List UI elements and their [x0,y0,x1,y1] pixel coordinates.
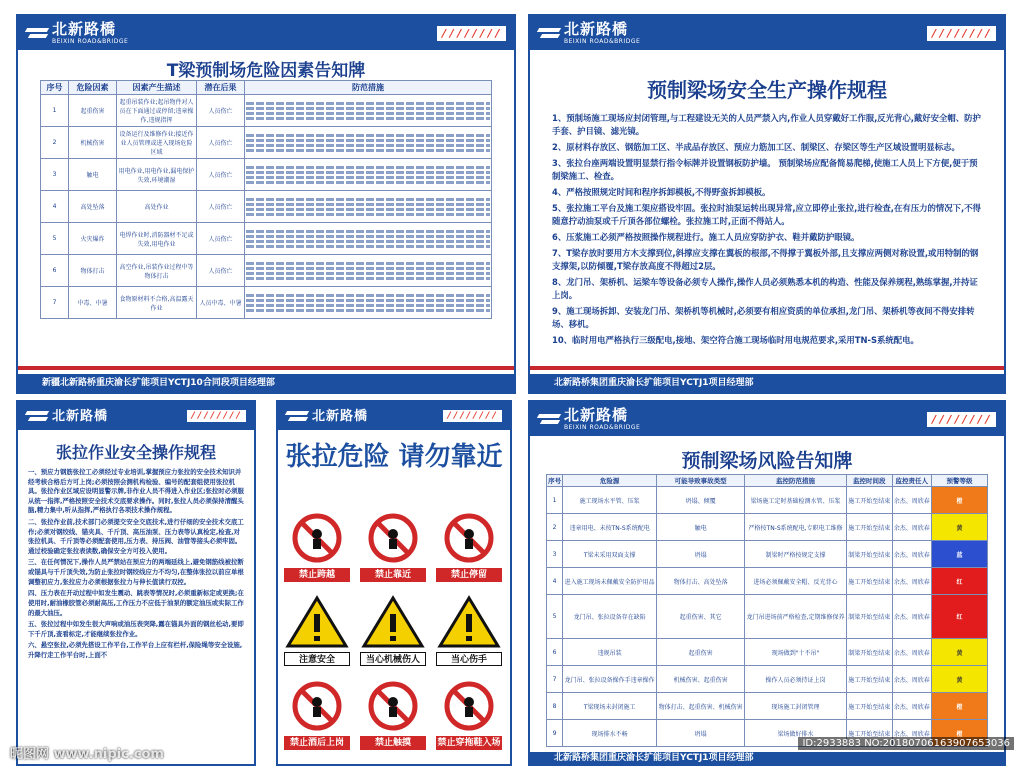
table-row [41,191,492,223]
rule-paragraph: 7、T梁存放时要用方木支撑到位,斜撑应支撑在翼板的根部,不得撑于翼板外部,且支撑应两侧对称设置,或用特制的钢支撑架,以防倾覆,T梁存放高度不得超过2层。 [552,248,979,272]
measures-cell [245,287,492,319]
table-cell-result: 人员伤亡 [197,127,245,159]
table-cell-factor: 起重伤害 [69,95,117,127]
prohibition-icon [432,510,506,566]
rule-paragraph: 9、施工现场拆卸、安装龙门吊、架桥机等机械时,必须要有相应资质的单位承担,龙门吊、架桥机等夜间不得安排转场、移机。 [552,306,975,330]
logo-icon [286,409,308,423]
measure-line [246,166,490,169]
risk-factor-table [40,80,492,319]
board-risk-notice-t-beam [16,14,516,394]
table-cell-src: 龙门吊、张拉设备存在缺陷 [563,595,657,639]
brand-logo [286,409,368,423]
table-row [41,255,492,287]
table-cell-person: 余杰、周欣春 [892,568,931,595]
table-cell-factor: 触电 [69,159,117,191]
warning-icon [356,594,430,650]
table-cell-factor: 高处坠落 [69,191,117,223]
table-cell-no: 7 [41,287,69,319]
measure-line [246,107,490,110]
table-row [41,287,492,319]
brand-name: 北新路橋 [312,408,369,424]
col-header: 可能导致事故类型 [657,475,745,487]
table-cell-desc: 用电作业,用电作业,漏电保护失效,环境潮湿 [117,159,197,191]
board-header [278,402,510,430]
safety-sign [356,594,430,666]
board-title: T梁预制场危险因素告知牌 [166,61,366,81]
rule-paragraph: 10、临时用电严格执行三级配电,接地、架空符合施工现场临时用电规范要求,采用TN-S系统配电。 [552,335,919,346]
table-cell-time: 施工开始至结束 [847,514,892,541]
table-cell-type: 物体打击、起重伤害、机械伤害 [657,693,745,720]
table-cell-no: 3 [41,159,69,191]
table-cell-measure: 梁场施工定时基础检测水管、压浆 [745,487,847,514]
board-warning-signs [276,400,512,766]
table-cell-person: 余杰、周欣春 [892,541,931,568]
table-cell-type: 物体打击、高处坠落 [657,568,745,595]
logo-icon [26,26,48,40]
warning-level-cell: 黄 [932,666,988,693]
rule-paragraph: 一、预应力钢筋张拉工必须经过专业培训,掌握预应力张拉的安全技术知识并经考核合格后方可上岗;必须按照会测机构检验、编号的配套组使用张拉机具。张拉作业区域应设明显警示牌,非作业人员不得进入作业区;张拉时必须服从统一指挥,严格按照安全技术交底要求操作。同时,张拉人员必须保持清醒头脑,精力集中,听从指挥,严格执行各项技术操作规程。 [28,468,244,515]
rule-paragraph: 1、预制场施工现场应封闭管理,与工程建设无关的人员严禁入内,作业人员穿戴好工作服,反光背心,戴好安全帽、防护手套、护目镜、滤光镜。 [552,113,981,137]
prohibition-icon [432,678,506,734]
safety-sign [280,594,354,666]
warning-level-cell: 蓝 [932,541,988,568]
warning-level-cell: 橙 [932,693,988,720]
measure-line [246,240,490,243]
table-row [41,95,492,127]
table-cell-type: 起重伤害、其它 [657,595,745,639]
footer-divider [18,366,514,370]
table-cell-src: 进入施工现场未佩戴安全防护用品 [563,568,657,595]
table-cell-desc: 食物原材料不合格,高温露天作业 [117,287,197,319]
table-cell-type: 坍塌 [657,720,745,747]
table-cell-person: 余杰、周欣春 [892,487,931,514]
measure-line [246,213,490,216]
table-cell-no: 1 [41,95,69,127]
table-cell-person: 余杰、周欣春 [892,595,931,639]
table-cell-measure: 进场必须佩戴安全帽、反光背心 [745,568,847,595]
table-row [547,595,988,639]
brand-name: 北新路橋 [564,405,629,424]
table-cell-type: 坍塌 [657,541,745,568]
table-cell-type: 机械伤害、起重伤害 [657,666,745,693]
tensioning-rules-body [28,468,246,663]
table-row [547,487,988,514]
table-cell-no: 3 [547,541,563,568]
board-risk-notice-yard [528,400,1006,766]
brand-stripe-icon: //////// [443,410,502,422]
brand-logo [538,19,641,45]
table-cell-result: 人员伤亡 [197,223,245,255]
measure-line [246,267,490,270]
table-row [547,514,988,541]
watermark-site: 昵图网 www.nipic.com [10,747,164,762]
safety-sign [432,510,506,582]
prohibition-icon [280,678,354,734]
brand-name: 北新路橋 [52,19,117,38]
table-row [41,127,492,159]
measure-line [246,272,490,275]
measure-line [246,294,490,297]
board-header [18,16,514,50]
table-row [547,693,988,720]
table-cell-person: 余杰、周欣春 [892,666,931,693]
measure-line [246,230,490,233]
table-cell-no: 4 [41,191,69,223]
table-cell-result: 人员伤亡 [197,159,245,191]
brand-name: 北新路橋 [52,408,109,424]
table-cell-factor: 火灾爆炸 [69,223,117,255]
safety-sign [432,594,506,666]
rule-paragraph: 5、张拉施工平台及施工架应搭设牢固。张拉时油泵运转出现异常,应立即停止张拉,进行检查,在有压力的情况下,不得随意拧动油泵或千斤顶各部位螺栓。张拉施工时,正面不得站人。 [552,203,981,227]
measure-line [246,139,490,142]
brand-stripe-icon: //////// [927,412,996,427]
rule-paragraph: 五、张拉过程中如发生很大声响或油压表突降,露在锚具外面的钢丝松动,要即下千斤顶,查看标定,才能继续张拉作业。 [28,620,244,638]
sign-label: 禁止酒后上岗 [284,736,350,750]
table-cell-time: 制梁开始至结束 [847,541,892,568]
warning-level-cell: 黄 [932,639,988,666]
rule-paragraph: 二、张拉作业前,技术部门必须提交安全交底技术,进行仔细的安全技术交底工作;必须对钢绞线、锚夹具、千斤顶、高压油泵、压力表等认真检定,检查,对张拉机具、千斤顶等必须配套使用,压力表、持压阀、油管等接头必须牢固。通过校验确定张拉表读数,确保安全方可投入使用。 [28,518,244,555]
table-cell-type: 触电 [657,514,745,541]
safety-sign [356,678,430,750]
measure-line [246,208,490,211]
table-cell-no: 7 [547,666,563,693]
measure-line [246,117,490,120]
table-cell-measure: 现场施工封闭管理 [745,693,847,720]
table-cell-factor: 物体打击 [69,255,117,287]
table-cell-time: 施工开始至结束 [847,487,892,514]
table-cell-time: 施工开始至结束 [847,568,892,595]
safety-sign [280,678,354,750]
rule-paragraph: 四、压力表在开动过程中如发生震动、跳表等情况时,必须重新标定或更换;在使用时,耐油橡胶管必须耐高压,工作压力不应低于油泵的额定油压或实际工作的最大油压。 [28,589,244,617]
table-cell-src: T梁现场未封闭施工 [563,693,657,720]
rules-body [552,112,982,350]
table-cell-no: 5 [547,595,563,639]
brand-name-en: BEIXIN ROAD&BRIDGE [564,423,641,431]
table-cell-person: 余杰、周欣春 [892,639,931,666]
table-cell-src: 违章用电、未按TN-S系统配电 [563,514,657,541]
col-header: 因素产生描述 [117,81,197,95]
footer-divider [530,366,1004,370]
table-cell-src: 龙门吊、张拉设备操作手违章操作 [563,666,657,693]
col-header: 监控责任人 [892,475,931,487]
measure-line [246,112,490,115]
measure-line [246,262,490,265]
measure-line [246,102,490,105]
measure-line [246,277,490,280]
table-cell-measure: 制梁时严格按规定支撑 [745,541,847,568]
table-cell-no: 6 [41,255,69,287]
col-header: 危险因素 [69,81,117,95]
table-cell-desc: 电焊作业时,消防器材不足或失效,用电作业 [117,223,197,255]
table-header-row [547,475,988,487]
table-cell-desc: 高处作业 [117,191,197,223]
board-footer: 新疆北新路桥重庆渝长扩能项目YCTJ10合同段项目经理部 [18,374,514,392]
col-header: 序号 [547,475,563,487]
table-cell-desc: 高空作业,吊装作业过程中等物体打击 [117,255,197,287]
board-header [530,16,1004,50]
brand-stripe-icon: //////// [437,26,506,41]
safety-sign [280,510,354,582]
measure-line [246,309,490,312]
board-footer: 北新路桥集团重庆渝长扩能项目YCTJ1项目经理部 [530,374,1004,392]
measures-cell [245,255,492,287]
rule-paragraph: 4、严格按照规定时间和程序拆卸模板,不得野蛮拆卸模板。 [552,187,771,198]
table-row [547,666,988,693]
measure-line [246,176,490,179]
table-cell-no: 9 [547,720,563,747]
warning-level-cell: 红 [932,595,988,639]
brand-name: 北新路橋 [564,19,629,38]
measure-line [246,203,490,206]
board-title: 预制梁场风险告知牌 [681,450,853,472]
measures-cell [245,159,492,191]
table-cell-factor: 机械伤害 [69,127,117,159]
table-cell-no: 4 [547,568,563,595]
table-cell-measure: 梁场做好排水 [745,720,847,747]
warning-level-cell: 黄 [932,514,988,541]
measure-line [246,304,490,307]
board-safety-operating-rules [528,14,1006,394]
measure-line [246,134,490,137]
table-cell-no: 5 [41,223,69,255]
table-cell-time: 制梁开始至结束 [847,595,892,639]
table-cell-result: 人员伤亡 [197,191,245,223]
col-header: 防范措施 [245,81,492,95]
watermark-id: ID:2933883 NO:20180706163907653036 [798,737,1014,750]
measure-line [246,245,490,248]
board-tensioning-rules [16,400,256,766]
measures-cell [245,191,492,223]
table-cell-type: 起重伤害 [657,639,745,666]
rule-paragraph: 2、原材料存放区、钢筋加工区、半成品存放区、预应力筋加工区、制梁区、存梁区等生产区域设置明显标志。 [552,142,960,153]
prohibition-icon [356,678,430,734]
prohibition-icon [280,510,354,566]
logo-icon [26,409,48,423]
rule-paragraph: 3、张拉台座两端设置明显禁行指令标牌并设置钢板防护墙。 预制梁场应配备简易爬梯,使施工人员上下方便,便于预制梁施工、检查。 [552,158,978,182]
table-cell-result: 人员伤亡 [197,255,245,287]
sign-label: 禁止跨越 [284,568,350,582]
sign-grid [280,510,510,762]
sign-label: 禁止停留 [436,568,502,582]
sign-label: 当心机械伤人 [360,652,426,666]
table-row [547,541,988,568]
col-header: 潜在后果 [197,81,245,95]
safety-sign [356,510,430,582]
table-cell-time: 制梁开始至结束 [847,639,892,666]
warning-level-cell: 红 [932,568,988,595]
warning-icon [432,594,506,650]
table-cell-person: 余杰、周欣春 [892,514,931,541]
rule-paragraph: 三、在任何情况下,操作人员严禁站在预应力的两端延线上,避免钢筋线被拉断或锚具与千斤顶失效,为防止张拉时钢绞线应力不均匀,在整体张拉以前应单根调整初应力,张拉应力必须根据张拉力与伸长值读行双控。 [28,558,244,586]
risk-table-wrap [546,474,988,747]
warning-level-cell: 橙 [932,487,988,514]
brand-logo [538,405,641,431]
board-title: 张拉危险 请勿靠近 [285,442,503,472]
measure-line [246,235,490,238]
table-cell-type: 坍塌、倾覆 [657,487,745,514]
brand-stripe-icon: //////// [187,410,246,422]
board-title: 张拉作业安全操作规程 [55,443,216,462]
measures-cell [245,127,492,159]
table-cell-src: 违规吊装 [563,639,657,666]
risk-table-body [41,95,492,319]
table-cell-measure: 龙门吊进场前严格检查,定期维修保养 [745,595,847,639]
table-cell-src: 施工现场水平管、压浆 [563,487,657,514]
table-cell-no: 6 [547,639,563,666]
table-cell-src: 现场排水不畅 [563,720,657,747]
table-cell-src: T梁未采用双面支撑 [563,541,657,568]
table-cell-no: 8 [547,693,563,720]
sign-label: 注意安全 [284,652,350,666]
table-cell-desc: 设备运行及维修作业;接近作业人员管理或进入现场危险区域 [117,127,197,159]
col-header: 监控时间段 [847,475,892,487]
warning-icon [280,594,354,650]
measure-line [246,299,490,302]
measure-line [246,144,490,147]
rule-paragraph: 六、悬空张拉,必须先搭设工作平台,工作平台上应有栏杆,保险绳等安全设施,升降行走工作平台时,上面不 [28,641,243,659]
table-row [41,223,492,255]
measure-line [246,181,490,184]
table-cell-result: 人员中毒、中暑 [197,287,245,319]
measures-cell [245,95,492,127]
risk-table-wrap [40,80,492,319]
table-cell-factor: 中毒、中暑 [69,287,117,319]
yard-risk-table [546,474,988,747]
safety-sign [432,678,506,750]
col-header: 序号 [41,81,69,95]
brand-logo [26,409,108,423]
table-cell-time: 施工开始至结束 [847,693,892,720]
board-footer: 北新路桥集团重庆渝长扩能项目YCTJ1项目经理部 [530,752,1004,764]
prohibition-icon [356,510,430,566]
table-cell-time: 施工开始至结束 [847,720,892,747]
brand-name-en: BEIXIN ROAD&BRIDGE [52,37,129,45]
table-cell-no: 2 [547,514,563,541]
measure-line [246,198,490,201]
brand-stripe-icon: //////// [927,26,996,41]
sign-label: 禁止触摸 [360,736,426,750]
brand-logo [26,19,129,45]
table-cell-no: 1 [547,487,563,514]
logo-icon [538,26,560,40]
table-row [41,159,492,191]
board-title: 预制梁场安全生产操作规程 [647,78,887,102]
logo-icon [538,412,560,426]
table-row [547,568,988,595]
col-header: 预警等级 [932,475,988,487]
measure-line [246,171,490,174]
table-cell-no: 2 [41,127,69,159]
rule-paragraph: 6、压浆施工必须严格按照操作规程进行。施工人员应穿防护衣、鞋并戴防护眼镜。 [552,232,860,243]
table-row [547,639,988,666]
table-cell-time: 施工开始至结束 [847,666,892,693]
board-header [18,402,254,430]
board-header [530,402,1004,436]
table-cell-desc: 起重吊装作业;起吊物件对人员在下面通过或停留;违章操作,违规指挥 [117,95,197,127]
sign-label: 禁止穿拖鞋入场 [437,738,501,748]
brand-name-en: BEIXIN ROAD&BRIDGE [564,37,641,45]
table-cell-measure: 操作人员必须持证上岗 [745,666,847,693]
sign-label: 禁止靠近 [360,568,426,582]
col-header: 监控防范措施 [745,475,847,487]
table-cell-person: 余杰、周欣春 [892,693,931,720]
sign-label: 当心伤手 [436,652,502,666]
table-cell-measure: 现场做到"十不吊" [745,639,847,666]
warning-level-cell: 橙 [932,720,988,747]
table-cell-result: 人员伤亡 [197,95,245,127]
measures-cell [245,223,492,255]
table-cell-person: 余杰、周欣春 [892,720,931,747]
measure-line [246,149,490,152]
table-cell-measure: 严格按TN-S系统配电,专职电工维修 [745,514,847,541]
rule-paragraph: 8、龙门吊、架桥机、运梁车等设备必须专人操作,操作人员必须熟悉本机的构造、性能及保养规程,熟练掌握,并持证上岗。 [552,277,978,301]
col-header: 危险源 [563,475,657,487]
yard-risk-table-body [547,487,988,747]
